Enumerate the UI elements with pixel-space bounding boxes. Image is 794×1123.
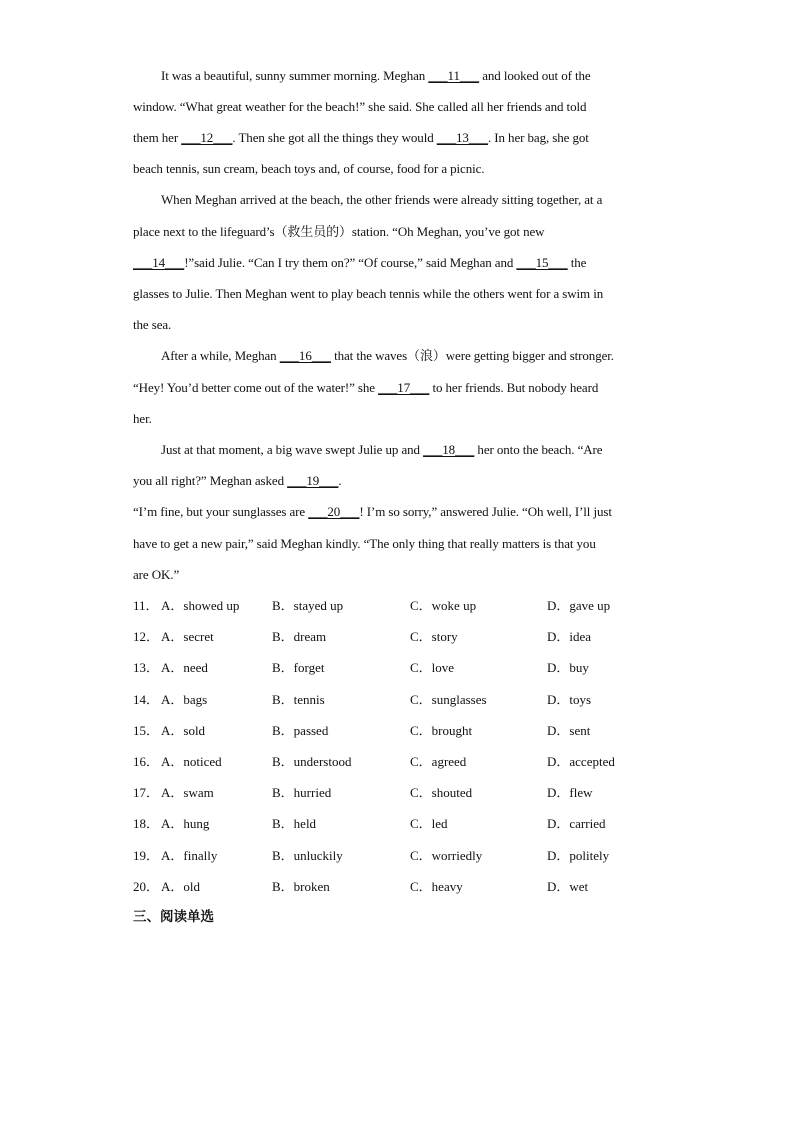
answer-blank: ___16___: [279, 348, 331, 363]
option-c: C．sunglasses: [410, 691, 487, 707]
option-c: C．heavy: [410, 878, 463, 894]
passage-line: [133, 222, 544, 242]
option-a: A．hung: [161, 816, 210, 832]
option-d: D．gave up: [547, 598, 611, 613]
passage-text: ! I’m so sorry,” answered Julie. “Oh well, I’ll just: [359, 504, 612, 519]
option-c: C．love: [410, 660, 455, 676]
option-b: B．stayed up: [272, 598, 344, 613]
option-d: D．toys: [547, 691, 592, 707]
answer-blank: ___13___: [436, 130, 488, 145]
passage-line: [133, 315, 171, 335]
option-d: D．sent: [547, 722, 591, 738]
question-number: 16．: [133, 754, 160, 769]
passage-text: “Hey! You’d better come out of the water!” she: [133, 380, 379, 395]
passage-line: [133, 378, 598, 398]
passage-line: [133, 97, 586, 117]
passage-line: [133, 159, 484, 179]
answer-blank: ___17___: [378, 380, 430, 395]
option-c: C．worriedly: [410, 847, 483, 863]
passage-text: and looked out of the: [479, 68, 591, 83]
option-c: C．story: [410, 629, 458, 645]
passage-text: her.: [133, 411, 152, 426]
passage-text: beach tennis, sun cream, beach toys and, of course, food for a picnic.: [133, 161, 485, 176]
passage-text: have to get a new pair,” said Meghan kindly. “The only thing that really matters is that you: [133, 536, 596, 551]
option-d: D．carried: [547, 816, 606, 832]
passage-text: place next to the lifeguard’s（救生员的）station. “Oh Meghan, you’ve got new: [133, 224, 545, 239]
answer-blank: ___14___: [133, 255, 185, 270]
passage-text: to her friends. But nobody heard: [429, 380, 599, 395]
passage-text: the: [567, 255, 587, 270]
option-a: A．showed up: [161, 598, 240, 613]
option-b: B．hurried: [272, 785, 332, 801]
passage-text: window. “What great weather for the beach!” she said. She called all her friends and told: [133, 99, 587, 114]
option-a: A．noticed: [161, 754, 222, 769]
passage-line: [133, 128, 589, 148]
passage-line: [133, 253, 586, 273]
question-number: 20．: [133, 878, 160, 894]
option-b: B．forget: [272, 660, 325, 676]
option-a: A．swam: [161, 785, 214, 801]
passage-text: her onto the beach. “Are: [474, 442, 603, 457]
passage-text: !”said Julie. “Can I try them on?” “Of course,” said Meghan and: [184, 255, 517, 270]
passage-text: are OK.”: [133, 567, 180, 582]
passage-text: you all right?” Meghan asked: [133, 473, 288, 488]
option-d: D．flew: [547, 785, 593, 801]
option-d: D．idea: [547, 629, 592, 645]
passage-line: [133, 471, 342, 491]
option-b: B．understood: [272, 754, 352, 769]
question-number: 19．: [133, 847, 160, 863]
passage-text: When Meghan arrived at the beach, the other friends were already sitting together, at a: [161, 192, 603, 207]
option-d: D．wet: [547, 878, 589, 894]
option-c: C．agreed: [410, 754, 467, 769]
option-b: B．dream: [272, 629, 327, 645]
option-c: C．shouted: [410, 785, 473, 801]
option-c: C．led: [410, 816, 448, 832]
passage-text: . In her bag, she got: [487, 130, 589, 145]
passage-line: [133, 534, 596, 554]
passage-line: [161, 190, 602, 210]
section-heading: 三、阅读单选: [133, 909, 214, 925]
passage-text: . Then she got all the things they would: [232, 130, 437, 145]
question-number: 11．: [133, 598, 159, 613]
option-b: B．tennis: [272, 691, 325, 707]
passage-line: [161, 440, 602, 460]
option-d: D．politely: [547, 847, 610, 863]
answer-blank: ___18___: [423, 442, 475, 457]
passage-line: [133, 502, 612, 522]
option-a: A．secret: [161, 629, 214, 645]
option-a: A．old: [161, 878, 201, 894]
option-b: B．held: [272, 816, 317, 832]
passage-line: [133, 565, 179, 585]
option-d: D．accepted: [547, 754, 615, 769]
passage-line: [133, 284, 603, 304]
option-b: B．unluckily: [272, 847, 343, 863]
option-b: B．passed: [272, 722, 329, 738]
passage-text: “I’m fine, but your sunglasses are: [133, 504, 309, 519]
passage-text: that the waves（浪）were getting bigger and stronger.: [330, 348, 614, 363]
option-a: A．bags: [161, 691, 208, 707]
passage-text: .: [338, 473, 342, 488]
question-number: 17．: [133, 785, 160, 801]
question-number: 12．: [133, 629, 160, 645]
answer-blank: ___11___: [428, 68, 480, 83]
question-number: 15．: [133, 722, 160, 738]
option-a: A．finally: [161, 847, 218, 863]
option-a: A．sold: [161, 722, 206, 738]
question-number: 13．: [133, 660, 160, 676]
answer-blank: ___20___: [308, 504, 360, 519]
answer-blank: ___19___: [287, 473, 339, 488]
option-b: B．broken: [272, 878, 330, 894]
passage-text: the sea.: [133, 317, 172, 332]
question-number: 14．: [133, 691, 160, 707]
passage-text: them her: [133, 130, 182, 145]
passage-line: [161, 66, 591, 86]
answer-blank: ___12___: [181, 130, 233, 145]
passage-text: Just at that moment, a big wave swept Julie up and: [161, 442, 424, 457]
answer-blank: ___15___: [516, 255, 568, 270]
option-c: C．woke up: [410, 598, 477, 613]
option-c: C．brought: [410, 722, 473, 738]
question-number: 18．: [133, 816, 160, 832]
passage-text: After a while, Meghan: [161, 348, 280, 363]
passage-line: [161, 346, 614, 366]
passage-text: It was a beautiful, sunny summer morning. Meghan: [161, 68, 429, 83]
option-a: A．need: [161, 660, 208, 676]
passage-line: [133, 409, 152, 429]
passage-text: glasses to Julie. Then Meghan went to play beach tennis while the others went for a swim in: [133, 286, 604, 301]
option-d: D．buy: [547, 660, 589, 676]
